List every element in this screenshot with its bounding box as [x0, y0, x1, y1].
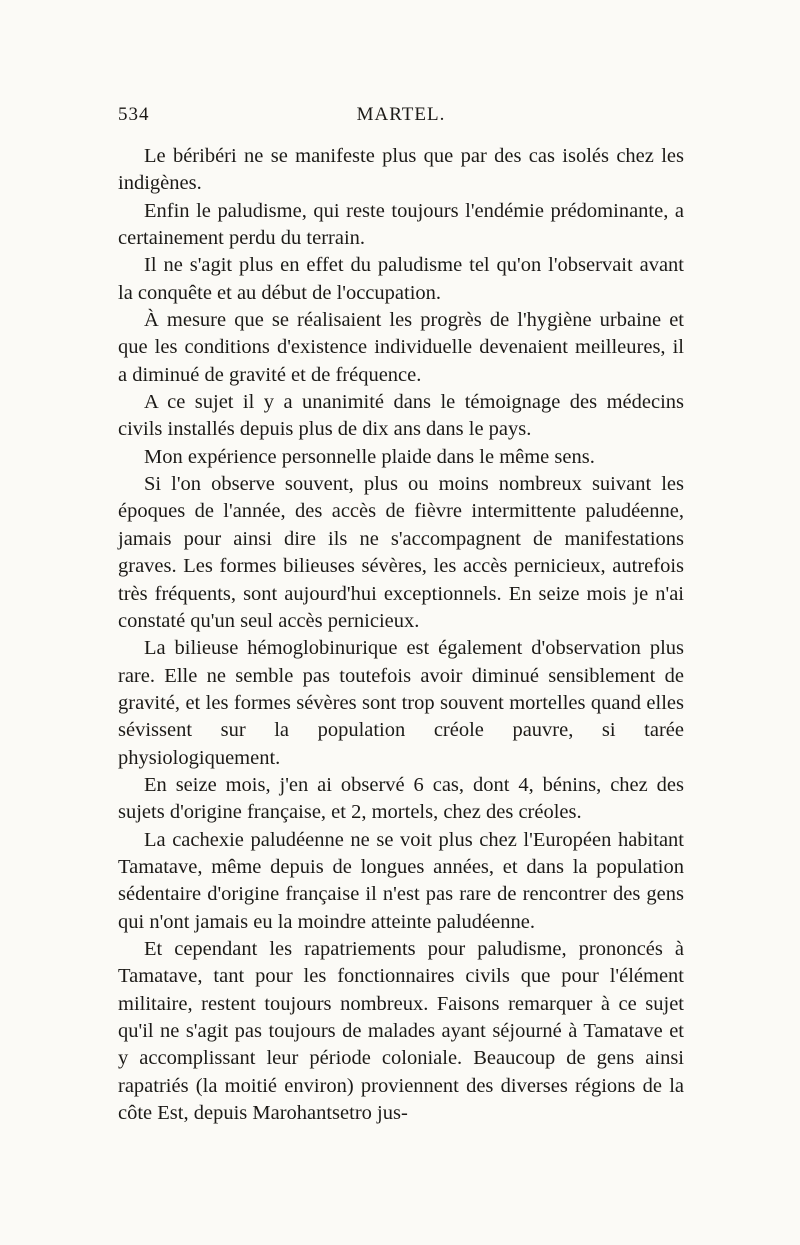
paragraph: Enfin le paludisme, qui reste toujours l'endémie prédominante, a certainement perdu du terrain.: [118, 199, 684, 250]
running-title: MARTEL.: [356, 104, 446, 125]
paragraph: À mesure que se réalisaient les progrès de l'hygiène urbaine et que les conditions d'existence individuelle devenaient meilleures, il a diminué de gravité et de fréquence.: [118, 309, 684, 386]
paragraph: La bilieuse hémoglobinurique est également d'observation plus rare. Elle ne semble pas toutefois avoir diminué sensiblement de gravité, et les formes sévères sont trop souvent mortelles quand elles sévissent sur la population créole pauvre, si tarée physiologiquement.: [118, 637, 684, 769]
paragraph: En seize mois, j'en ai observé 6 cas, dont 4, bénins, chez des sujets d'origine française, et 2, mortels, chez des créoles.: [118, 773, 684, 824]
paragraph: Et cependant les rapatriements pour paludisme, prononcés à Tamatave, tant pour les fonctionnaires civils que pour l'élément militaire, restent toujours nombreux. Faisons remarquer à ce sujet qu'il ne s'agit pas toujours de malades ayant séjourné à Tamatave et y accomplissant leur période coloniale. Beaucoup de gens ainsi rapatriés (la moitié environ) proviennent des diverses régions de la côte Est, depuis Marohantsetro jus-: [118, 937, 684, 1125]
running-header: [118, 104, 684, 132]
paragraph: La cachexie paludéenne ne se voit plus chez l'Européen habitant Tamatave, même depuis de longues années, et dans la population sédentaire d'origine française il n'est pas rare de rencontrer des gens qui n'ont jamais eu la moindre atteinte paludéenne.: [118, 828, 684, 933]
paragraph: A ce sujet il y a unanimité dans le témoignage des médecins civils installés depuis plus de dix ans dans le pays.: [118, 391, 684, 441]
paragraph: Mon expérience personnelle plaide dans le même sens.: [144, 445, 595, 468]
page-body: [118, 143, 684, 1127]
paragraph: Si l'on observe souvent, plus ou moins nombreux suivant les époques de l'année, des accès de fièvre intermittente paludéenne, jamais pour ainsi dire ils ne s'accompagnent de manifestations graves. Les formes bilieuses sévères, les accès pernicieux, autrefois très fréquents, sont aujourd'hui exceptionnels. En seize mois je n'ai constaté qu'un seul accès pernicieux.: [118, 473, 684, 632]
page-number: 534: [118, 104, 150, 125]
paragraph: Il ne s'agit plus en effet du paludisme tel qu'on l'observait avant la conquête et au début de l'occupation.: [118, 254, 684, 304]
paragraph: Le béribéri ne se manifeste plus que par des cas isolés chez les indigènes.: [118, 145, 684, 195]
